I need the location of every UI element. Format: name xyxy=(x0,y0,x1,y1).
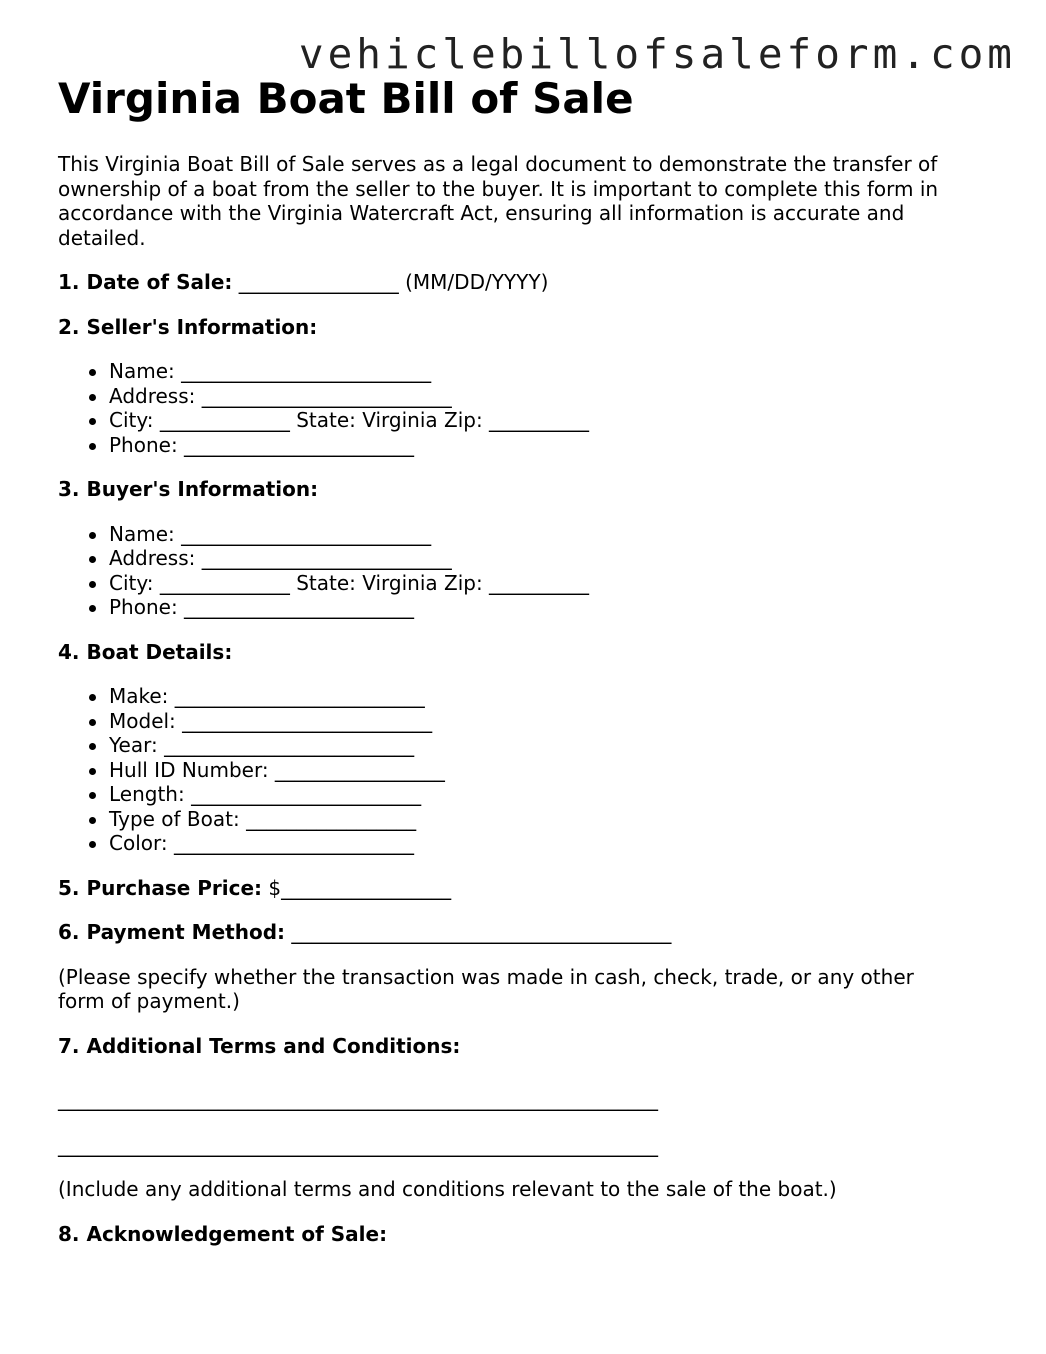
buyer-list xyxy=(58,522,998,620)
payment-method-note: (Please specify whether the transaction was made in cash, check, trade, or any other form of payment.) xyxy=(58,964,914,1013)
acknowledgement-heading: 8. Acknowledgement of Sale: xyxy=(58,1221,388,1246)
payment-method-label: 6. Payment Method: xyxy=(58,920,286,944)
seller-address-field[interactable]: Address: _________________________ xyxy=(109,384,998,409)
boat-details-list xyxy=(58,684,998,856)
intro-paragraph: This Virginia Boat Bill of Sale serves as a legal document to demonstrate the transfer of ownership of a boat from the seller to the buyer. It is important to complete this form in accordance with the Virginia Watercraft Act, ensuring all information is accurate and detailed. xyxy=(58,152,939,250)
purchase-price-line xyxy=(58,876,998,901)
boat-type-field[interactable]: Type of Boat: _________________ xyxy=(109,807,998,832)
seller-phone-field[interactable]: Phone: _______________________ xyxy=(109,433,998,458)
buyer-name-field[interactable]: Name: _________________________ xyxy=(109,522,998,547)
additional-terms-note: (Include any additional terms and conditions relevant to the sale of the boat.) xyxy=(58,1177,837,1201)
purchase-price-blank[interactable]: $_________________ xyxy=(262,875,452,900)
boat-length-field[interactable]: Length: _______________________ xyxy=(109,782,998,807)
buyer-address-field[interactable]: Address: _________________________ xyxy=(109,546,998,571)
buyer-phone-field[interactable]: Phone: _______________________ xyxy=(109,595,998,620)
purchase-price-label: 5. Purchase Price: xyxy=(58,875,263,900)
boat-hull-id-field[interactable]: Hull ID Number: _________________ xyxy=(109,758,998,783)
watermark: vehiclebillofsaleform.com xyxy=(298,30,1016,78)
additional-terms-heading: 7. Additional Terms and Conditions: xyxy=(58,1033,461,1058)
date-of-sale-line xyxy=(58,270,998,295)
boat-details-heading: 4. Boat Details: xyxy=(58,639,233,664)
seller-name-field[interactable]: Name: _________________________ xyxy=(109,359,998,384)
date-of-sale-label: 1. Date of Sale: xyxy=(58,270,233,294)
document-body xyxy=(58,75,998,1246)
additional-terms-line-2[interactable]: ____________________________________________________________ xyxy=(58,1132,658,1157)
seller-list xyxy=(58,359,998,457)
buyer-heading: 3. Buyer's Information: xyxy=(58,477,319,501)
date-of-sale-blank[interactable]: ________________ xyxy=(232,270,406,294)
buyer-city-state-zip-field[interactable]: City: _____________ State: Virginia Zip: __________ xyxy=(109,571,998,596)
boat-year-field[interactable]: Year: _________________________ xyxy=(109,733,998,758)
page-title: Virginia Boat Bill of Sale xyxy=(58,74,634,123)
additional-terms-line-1[interactable]: ____________________________________________________________ xyxy=(58,1087,658,1111)
boat-color-field[interactable]: Color: ________________________ xyxy=(109,831,998,856)
seller-city-state-zip-field[interactable]: City: _____________ State: Virginia Zip: __________ xyxy=(109,408,998,433)
boat-model-field[interactable]: Model: _________________________ xyxy=(109,709,998,734)
date-format-hint: (MM/DD/YYYY) xyxy=(405,270,549,294)
payment-method-blank[interactable]: ______________________________________ xyxy=(285,920,672,944)
boat-make-field[interactable]: Make: _________________________ xyxy=(109,684,998,709)
payment-method-line xyxy=(58,920,998,945)
seller-heading: 2. Seller's Information: xyxy=(58,314,318,339)
